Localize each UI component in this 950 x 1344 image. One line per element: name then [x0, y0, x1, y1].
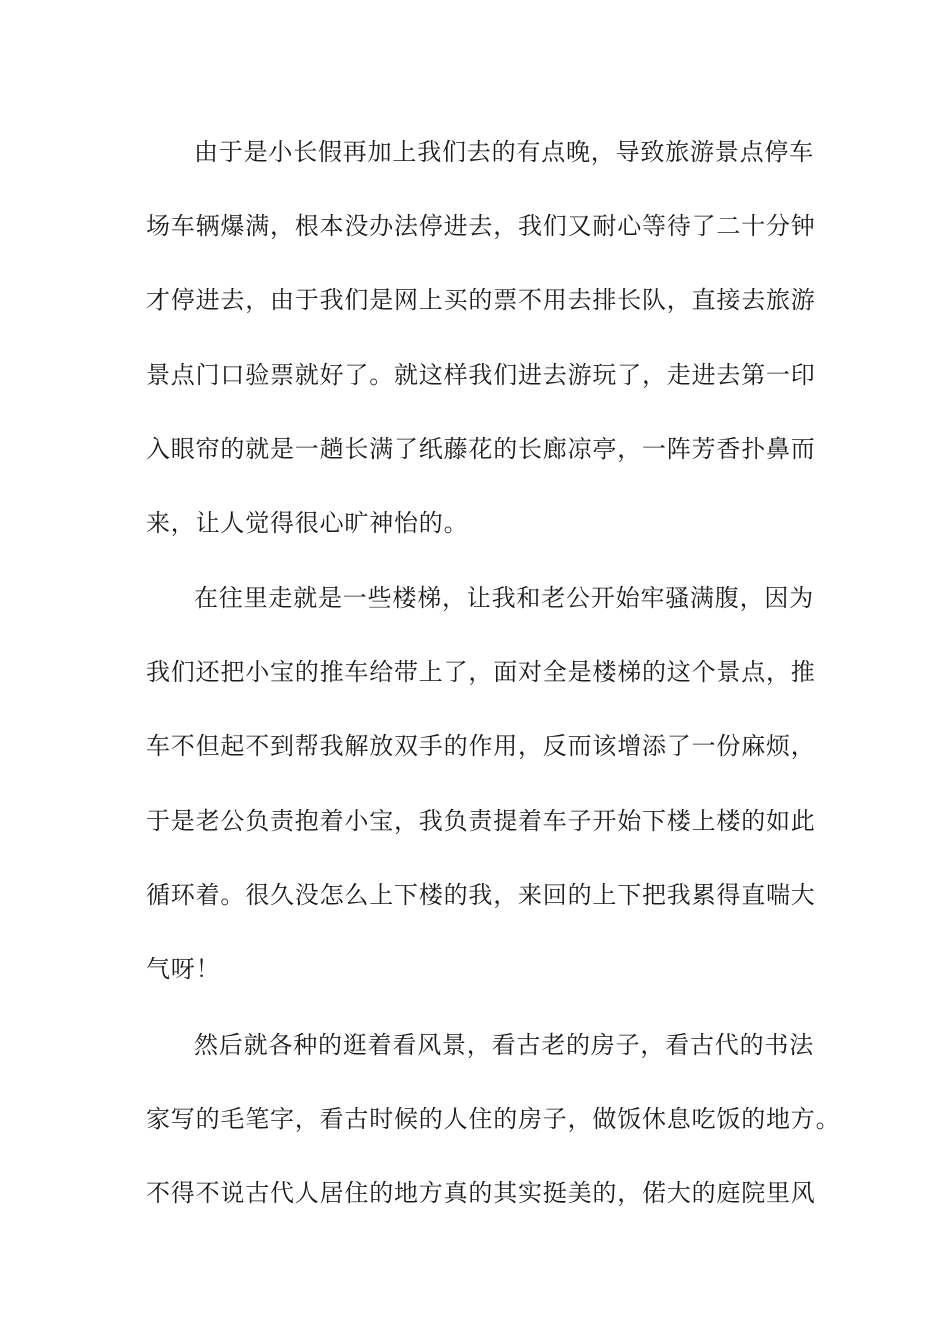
paragraph-1-line-4: 景点门口验票就好了。就这样我们进去游玩了，走进去第一印 — [146, 361, 816, 389]
paragraph-1-line-2: 场车辆爆满，根本没办法停进去，我们又耐心等待了二十分钟 — [146, 212, 816, 240]
paragraph-3-line-3: 不得不说古代人居住的地方真的其实挺美的，偌大的庭院里风 — [146, 1179, 816, 1207]
paragraph-2-line-1: 在往里走就是一些楼梯，让我和老公开始牢骚满腹，因为 — [194, 584, 814, 612]
paragraph-2-line-5: 循环着。很久没怎么上下楼的我，来回的上下把我累得直喘大 — [146, 881, 816, 909]
paragraph-2-line-3: 车不但起不到帮我解放双手的作用，反而该增添了一份麻烦， — [146, 732, 816, 760]
paragraph-1-line-6: 来，让人觉得很心旷神怡的。 — [146, 509, 469, 537]
paragraph-3-line-2: 家写的毛笔字，看古时候的人住的房子，做饭休息吃饭的地方。 — [146, 1105, 841, 1133]
paragraph-2-line-6: 气呀！ — [146, 955, 221, 983]
paragraph-1-line-3: 才停进去，由于我们是网上买的票不用去排长队，直接去旅游 — [146, 286, 816, 314]
paragraph-3-line-1: 然后就各种的逛着看风景，看古老的房子，看古代的书法 — [194, 1031, 814, 1059]
paragraph-2-line-4: 于是老公负责抱着小宝，我负责提着车子开始下楼上楼的如此 — [146, 807, 816, 835]
paragraph-2-line-2: 我们还把小宝的推车给带上了，面对全是楼梯的这个景点，推 — [146, 658, 816, 686]
paragraph-1-line-1: 由于是小长假再加上我们去的有点晚，导致旅游景点停车 — [194, 138, 814, 166]
paragraph-1-line-5: 入眼帘的就是一趟长满了纸藤花的长廊凉亭，一阵芳香扑鼻而 — [146, 435, 816, 463]
